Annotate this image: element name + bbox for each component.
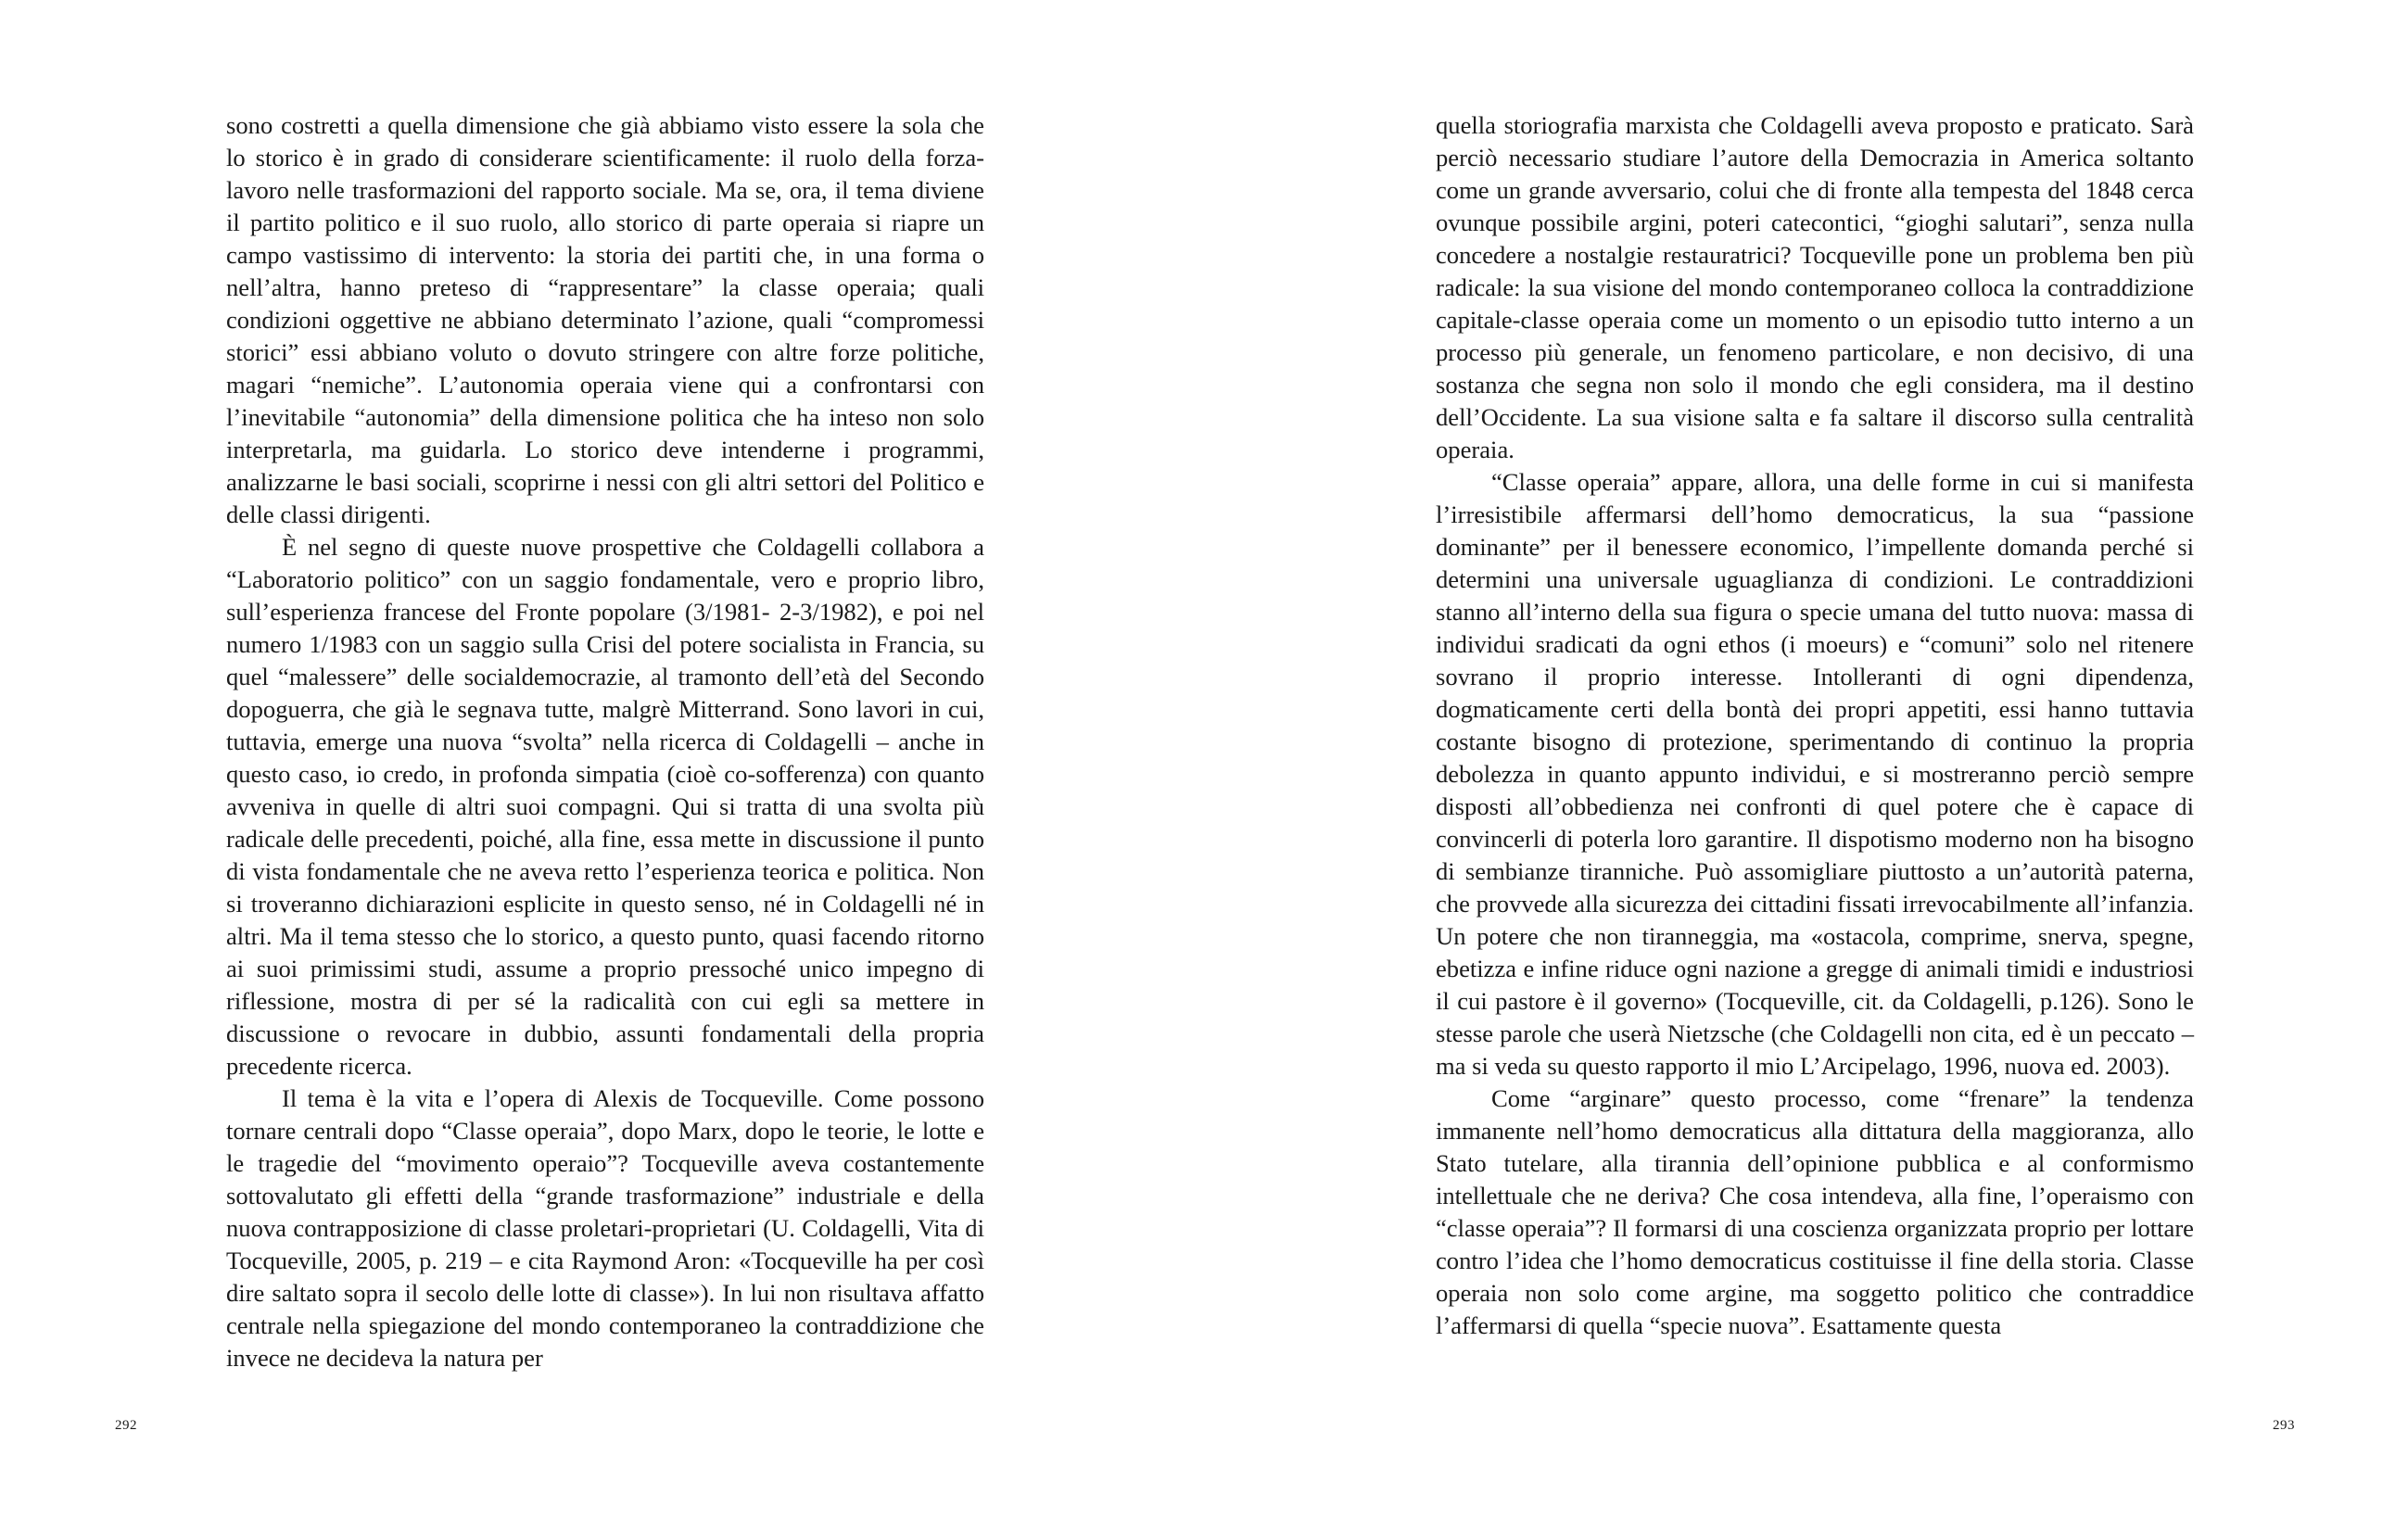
right-page [1204,0,2408,1532]
right-text-column [1436,109,2194,1342]
paragraph: quella storiografia marxista che Coldagelli aveva proposto e praticato. Sarà perciò necessario studiare l’autore della Democrazia in America soltanto come un grande avversario, colui che di fronte alla tempesta del 1848 cerca ovunque possibile argini, poteri catecontici, “gioghi salutari”, senza nulla concedere a nostalgie restauratrici? Tocqueville pone un problema ben più radicale: la sua visione del mondo contemporaneo colloca la contraddizione capitale-classe operaia come un momento o un episodio tutto interno a un processo più generale, un fenomeno particolare, e non decisivo, di una sostanza che segna non solo il mondo che egli considera, ma il destino dell’Occidente. La sua visione salta e fa saltare il discorso sulla centralità operaia. [1436,111,2194,463]
paragraph: Come “arginare” questo processo, come “frenare” la tendenza immanente nell’homo democraticus alla dittatura della maggioranza, allo Stato tutelare, alla tirannia dell’opinione pubblica e al conformismo intellettuale che ne deriva? Che cosa intendeva, alla fine, l’operaismo con “classe operaia”? Il formarsi di una coscienza organizzata proprio per lottare contro l’idea che l’homo democraticus costituisse il fine della storia. Classe operaia non solo come argine, ma soggetto politico che contraddice l’affermarsi di quella “specie nuova”. Esattamente questa [1436,1084,2194,1339]
page-number: 293 [2273,1418,2295,1433]
paragraph: “Classe operaia” appare, allora, una delle forme in cui si manifesta l’irresistibile affermarsi dell’homo democraticus, la sua “passione dominante” per il benessere economico, l’impellente domanda perché si determini una universale uguaglianza di condizioni. Le contraddizioni stanno all’interno della sua figura o specie umana del tutto nuova: massa di individui sradicati da ogni ethos (i moeurs) e “comuni” solo nel ritenere sovrano il proprio interesse. Intolleranti di ogni dipendenza, dogmaticamente certi della bontà dei propri appetiti, essi hanno tuttavia costante bisogno di protezione, sperimentando di continuo la propria debolezza in quanto appunto individui, e si mostreranno perciò sempre disposti all’obbedienza nei confronti di quel potere che è capace di convincerli di poterla loro garantire. Il dispotismo moderno non ha bisogno di sembianze tiranniche. Può assomigliare piuttosto a un’autorità paterna, che provvede alla sicurezza dei cittadini fissati irrevocabilmente all’infanzia. Un potere che non tiranneggia, ma «ostacola, comprime, snerva, spegne, ebetizza e infine riduce ogni nazione a gregge di animali timidi e industriosi il cui pastore è il governo» (Tocqueville, cit. da Coldagelli, p.126). Sono le stesse parole che userà Nietzsche (che Coldagelli non cita, ed è un peccato – ma si veda su questo rapporto il mio L’Arcipelago, 1996, nuova ed. 2003). [1436,468,2194,1080]
paragraph: Il tema è la vita e l’opera di Alexis de Tocqueville. Come possono tornare centrali dopo “Classe operaia”, dopo Marx, dopo le teorie, le lotte e le tragedie del “movimento operaio”? Tocqueville aveva costantemente sottovalutato gli effetti della “grande trasformazione” industriale e della nuova contrapposizione di classe proletari-proprietari (U. Coldagelli, Vita di Tocqueville, 2005, p. 219 – e cita Raymond Aron: «Tocqueville ha per così dire saltato sopra il secolo delle lotte di classe»). In lui non risultava affatto centrale nella spiegazione del mondo contemporaneo la contraddizione che invece ne decideva la natura per [226,1084,984,1372]
left-text-column [226,109,984,1374]
paragraph: È nel segno di queste nuove prospettive che Coldagelli collabora a “Laboratorio politico” con un saggio fondamentale, vero e proprio libro, sull’esperienza francese del Fronte popolare (3/1981- 2-3/1982), e poi nel numero 1/1983 con un saggio sulla Crisi del potere socialista in Francia, su quel “malessere” delle socialdemocrazie, al tramonto dell’età del Secondo dopoguerra, che già le segnava tutte, malgrè Mitterrand. Sono lavori in cui, tuttavia, emerge una nuova “svolta” nella ricerca di Coldagelli – anche in questo caso, io credo, in profonda simpatia (cioè co-sofferenza) con quanto avveniva in quelle di altri suoi compagni. Qui si tratta di una svolta più radicale delle precedenti, poiché, alla fine, essa mette in discussione il punto di vista fondamentale che ne aveva retto l’esperienza teorica e politica. Non si troveranno dichiarazioni esplicite in questo senso, né in Coldagelli né in altri. Ma il tema stesso che lo storico, a questo punto, quasi facendo ritorno ai suoi primissimi studi, assume a proprio pressoché unico impegno di riflessione, mostra di per sé la radicalità con cui egli sa mettere in discussione o revocare in dubbio, assunti fondamentali della propria precedente ricerca. [226,533,984,1080]
page-number: 292 [115,1418,137,1433]
paragraph: sono costretti a quella dimensione che già abbiamo visto essere la sola che lo storico è in grado di considerare scientificamente: il ruolo della forza-lavoro nelle trasformazioni del rapporto sociale. Ma se, ora, il tema diviene il partito politico e il suo ruolo, allo storico di parte operaia si riapre un campo vastissimo di intervento: la storia dei partiti che, in una forma o nell’altra, hanno preteso di “rappresentare” la classe operaia; quali condizioni oggettive ne abbiano determinato l’azione, quali “compromessi storici” essi abbiano voluto o dovuto stringere con altre forze politiche, magari “nemiche”. L’autonomia operaia viene qui a confrontarsi con l’inevitabile “autonomia” della dimensione politica che ha inteso non solo interpretarla, ma guidarla. Lo storico deve intenderne i programmi, analizzarne le basi sociali, scoprirne i nessi con gli altri settori del Politico e delle classi dirigenti. [226,111,984,528]
